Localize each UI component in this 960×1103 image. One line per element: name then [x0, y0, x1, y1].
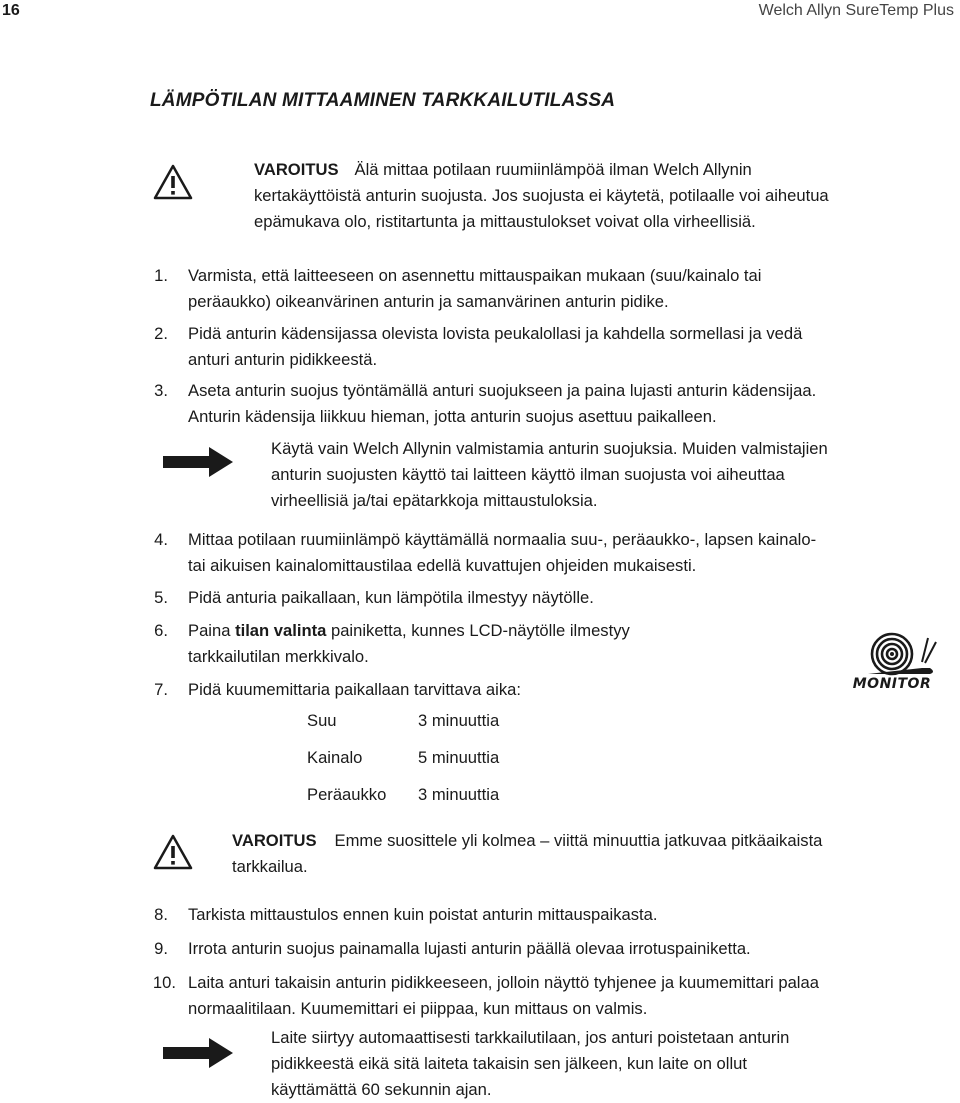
warning-label: VAROITUS [254, 160, 339, 179]
note-2-line3: käyttämättä 60 sekunnin ajan. [271, 1080, 492, 1099]
product-name: Welch Allyn SureTemp Plus [758, 2, 954, 19]
step-1-number: 1. [154, 266, 168, 285]
step-1 [188, 263, 958, 315]
step-4-number: 4. [154, 530, 168, 549]
warning-triangle-icon [153, 833, 193, 871]
step-5-number: 5. [154, 588, 168, 607]
step-1-line1: Varmista, että laitteeseen on asennettu mittauspaikan mukaan (suu/kainalo tai [188, 266, 762, 285]
step-9-number: 9. [154, 939, 168, 958]
step-3-number: 3. [154, 381, 168, 400]
step-3 [188, 378, 958, 430]
step-6-pre: Paina [188, 621, 236, 640]
note-2-line2: pidikkeestä eikä sitä laiteta takaisin sen jälkeen, kun laite on ollut [271, 1054, 747, 1073]
step-4 [188, 527, 958, 579]
step-3-line2: Anturin kädensija liikkuu hieman, jotta anturin suojus asettuu paikalleen. [188, 407, 717, 426]
note-2-line1: Laite siirtyy automaattisesti tarkkailutilaan, jos anturi poistetaan anturin [271, 1028, 790, 1047]
note-2 [271, 1025, 956, 1103]
warning-2-line2: tarkkailua. [232, 857, 308, 876]
step-10 [188, 970, 958, 1022]
warning-1-line1: Älä mittaa potilaan ruumiinlämpöä ilman Welch Allynin [354, 160, 752, 179]
time-duration-1: 3 minuuttia [418, 711, 500, 730]
time-site-2: Kainalo [307, 748, 363, 767]
step-10-line1: Laita anturi takaisin anturin pidikkeeseen, jolloin näyttö tyhjenee ja kuumemittari palaa [188, 973, 819, 992]
time-site-3: Peräaukko [307, 785, 387, 804]
page-number: 16 [2, 2, 20, 19]
step-6-number: 6. [154, 621, 168, 640]
time-site-1: Suu [307, 711, 337, 730]
step-8-number: 8. [154, 905, 168, 924]
note-1-line2: anturin suojusten käyttö tai laitteen käyttö ilman suojusta voi aiheuttaa [271, 465, 785, 484]
warning-1-line3: epämukava olo, ristitartunta ja mittaustulokset voivat olla virheellisiä. [254, 212, 756, 231]
note-1 [271, 436, 956, 514]
step-2-line2: anturi anturin pidikkeestä. [188, 350, 378, 369]
warning-1-line2: kertakäyttöistä anturin suojusta. Jos suojusta ei käytetä, potilaalle voi aiheutua [254, 186, 829, 205]
monitor-logo [846, 632, 938, 694]
mode-button-name: tilan valinta [235, 621, 327, 640]
step-6 [188, 618, 828, 670]
step-2-line1: Pidä anturin kädensijassa olevista lovista peukalollasi ja kahdella sormellasi ja vedä [188, 324, 803, 343]
monitor-label: MONITOR [852, 676, 932, 692]
warning-1 [254, 157, 954, 235]
warning-2 [232, 828, 956, 880]
step-8: Tarkista mittaustulos ennen kuin poistat anturin mittauspaikasta. [188, 905, 658, 924]
step-9: Irrota anturin suojus painamalla lujasti anturin päällä olevaa irrotuspainiketta. [188, 939, 751, 958]
step-10-number: 10. [152, 973, 176, 992]
step-2-number: 2. [154, 324, 168, 343]
step-4-line1: Mittaa potilaan ruumiinlämpö käyttämällä normaalia suu-, peräaukko-, lapsen kainalo- [188, 530, 817, 549]
time-duration-2: 5 minuuttia [418, 748, 500, 767]
step-6-line2: tarkkailutilan merkkivalo. [188, 647, 369, 666]
step-1-line2: peräaukko) oikeanvärinen anturin ja samanvärinen anturin pidike. [188, 292, 669, 311]
snail-icon [846, 632, 938, 678]
warning-label: VAROITUS [232, 831, 317, 850]
step-7-number: 7. [154, 680, 168, 699]
step-3-line1: Aseta anturin suojus työntämällä anturi suojukseen ja paina lujasti anturin kädensijaa. [188, 381, 817, 400]
step-6-post: painiketta, kunnes LCD-näytölle ilmestyy [326, 621, 630, 640]
note-1-line1: Käytä vain Welch Allynin valmistamia anturin suojuksia. Muiden valmistajien [271, 439, 828, 458]
step-4-line2: tai aikuisen kainalomittaustilaa edellä kuvattujen ohjeiden mukaisesti. [188, 556, 697, 575]
step-5: Pidä anturia paikallaan, kun lämpötila ilmestyy näytölle. [188, 588, 594, 607]
note-1-line3: virheellisiä ja/tai epätarkkoja mittaustuloksia. [271, 491, 598, 510]
section-title: LÄMPÖTILAN MITTAAMINEN TARKKAILUTILASSA [150, 90, 616, 111]
step-2 [188, 321, 958, 373]
step-7: Pidä kuumemittaria paikallaan tarvittava aika: [188, 680, 521, 699]
arrow-right-icon [163, 1036, 235, 1070]
time-duration-3: 3 minuuttia [418, 785, 500, 804]
warning-triangle-icon [153, 163, 193, 201]
step-10-line2: normaalitilaan. Kuumemittari ei piippaa, kun mittaus on valmis. [188, 999, 648, 1018]
warning-2-line1: Emme suosittele yli kolmea – viittä minuuttia jatkuvaa pitkäaikaista [334, 831, 823, 850]
arrow-right-icon [163, 445, 235, 479]
